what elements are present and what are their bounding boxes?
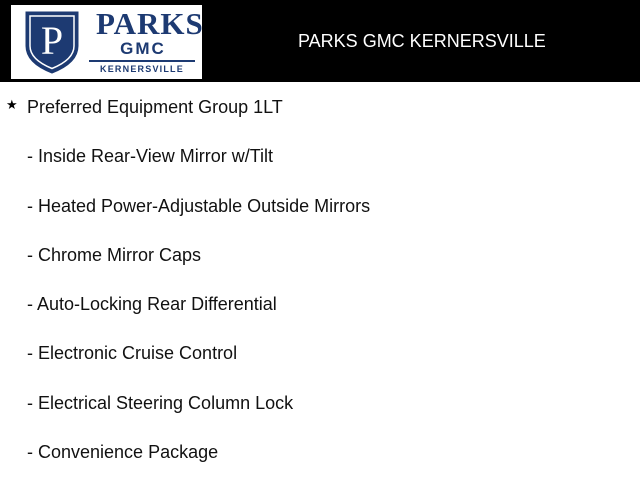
list-item: - Electrical Steering Column Lock (27, 392, 294, 413)
equipment-list (27, 96, 627, 490)
header-bar (0, 0, 640, 82)
list-item: - Inside Rear-View Mirror w/Tilt (27, 146, 274, 167)
brand-name: PARKS (96, 6, 204, 41)
list-item: - Chrome Mirror Caps (27, 244, 202, 265)
list-item-heading: Preferred Equipment Group 1LT (27, 97, 283, 117)
star-icon: ★ (6, 97, 18, 112)
list-item: - Electronic Cruise Control (27, 343, 238, 364)
dealer-logo (11, 5, 202, 79)
shield-icon (23, 10, 81, 74)
dealer-title: PARKS GMC KERNERSVILLE (298, 31, 546, 51)
brand-sub: GMC (120, 39, 166, 58)
list-item: - Convenience Package (27, 442, 219, 463)
brand-divider (89, 60, 195, 62)
shield-letter: P (40, 18, 64, 63)
list-item: - Auto-Locking Rear Differential (27, 294, 277, 315)
list-item: - Heated Power-Adjustable Outside Mirrors (27, 195, 371, 216)
brand-location: KERNERSVILLE (100, 64, 184, 74)
